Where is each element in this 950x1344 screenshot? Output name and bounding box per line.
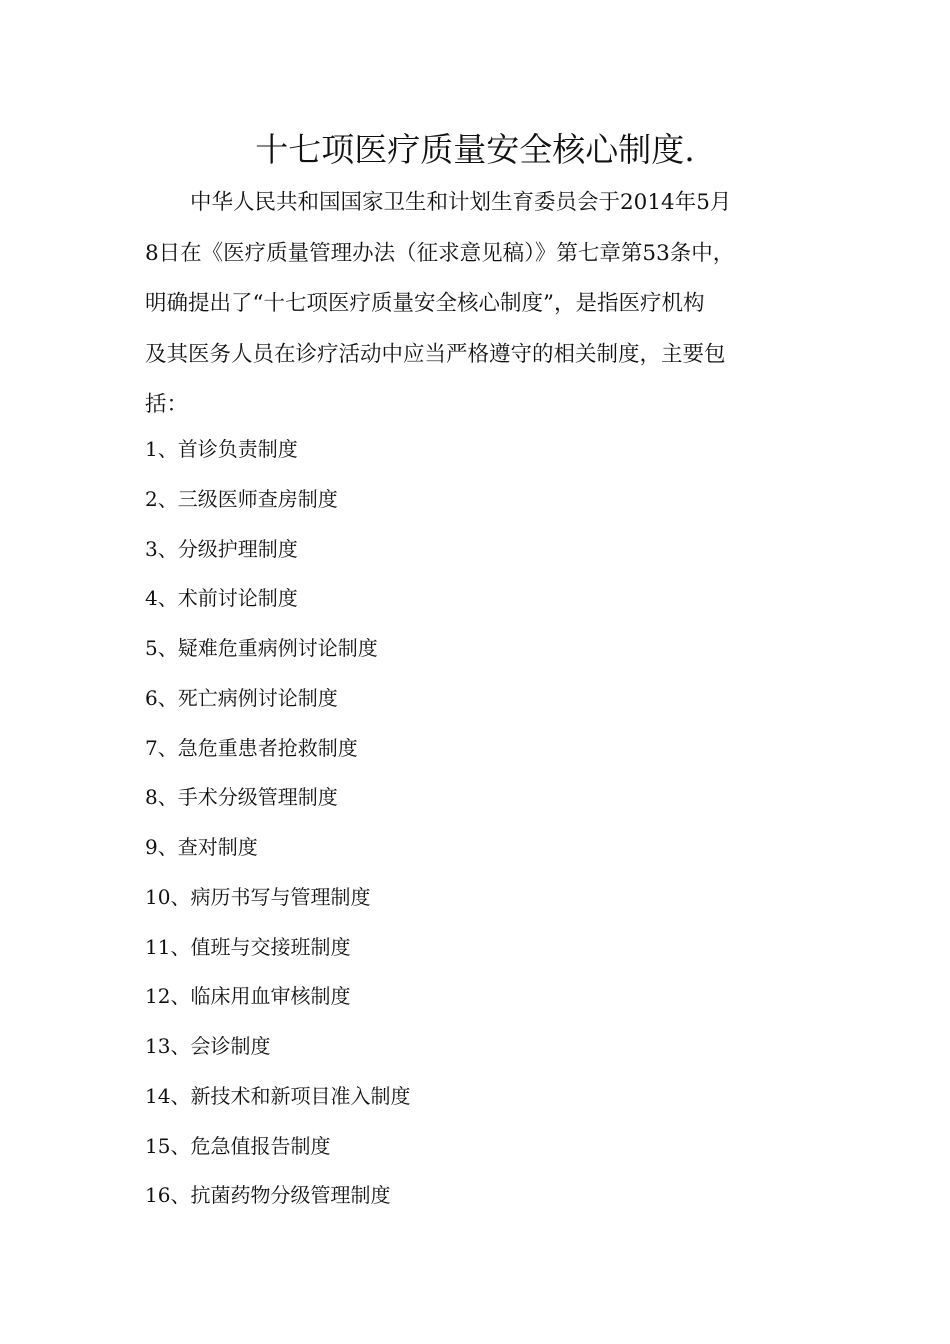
list-item: 8、手术分级管理制度 [145, 785, 338, 810]
intro-line: 明确提出了“十七项医疗质量安全核心制度”，是指医疗机构 [145, 291, 705, 316]
list-item: 4、术前讨论制度 [145, 586, 298, 611]
list-item: 11、值班与交接班制度 [145, 934, 351, 959]
list-item: 1、首诊负责制度 [145, 437, 298, 461]
document-title: 十七项医疗质量安全核心制度. [255, 130, 695, 169]
list-item: 7、急危重患者抢救制度 [145, 735, 358, 760]
list-item: 16、抗菌药物分级管理制度 [145, 1183, 391, 1208]
intro-paragraph [145, 178, 820, 431]
list-item: 5、疑难危重病例讨论制度 [145, 636, 378, 660]
list-item: 9、查对制度 [145, 835, 258, 859]
intro-line: 8日在《医疗质量管理办法（征求意见稿）》第七章第53条中， [145, 240, 735, 266]
intro-line: 括： [145, 392, 189, 417]
list-item: 12、临床用血审核制度 [145, 984, 351, 1009]
list-item: 15、危急值报告制度 [145, 1133, 331, 1158]
list-item: 6、死亡病例讨论制度 [145, 685, 338, 710]
list-item: 3、分级护理制度 [145, 536, 298, 561]
list-item: 10、病历书写与管理制度 [145, 884, 371, 909]
system-list [145, 426, 820, 1222]
list-item: 14、新技术和新项目准入制度 [145, 1083, 411, 1108]
list-item: 13、会诊制度 [145, 1034, 271, 1058]
intro-line: 及其医务人员在诊疗活动中应当严格遵守的相关制度，主要包 [145, 341, 726, 367]
list-item: 2、三级医师查房制度 [145, 486, 338, 511]
intro-line: 中华人民共和国国家卫生和计划生育委员会于2014年5月 [190, 190, 732, 215]
